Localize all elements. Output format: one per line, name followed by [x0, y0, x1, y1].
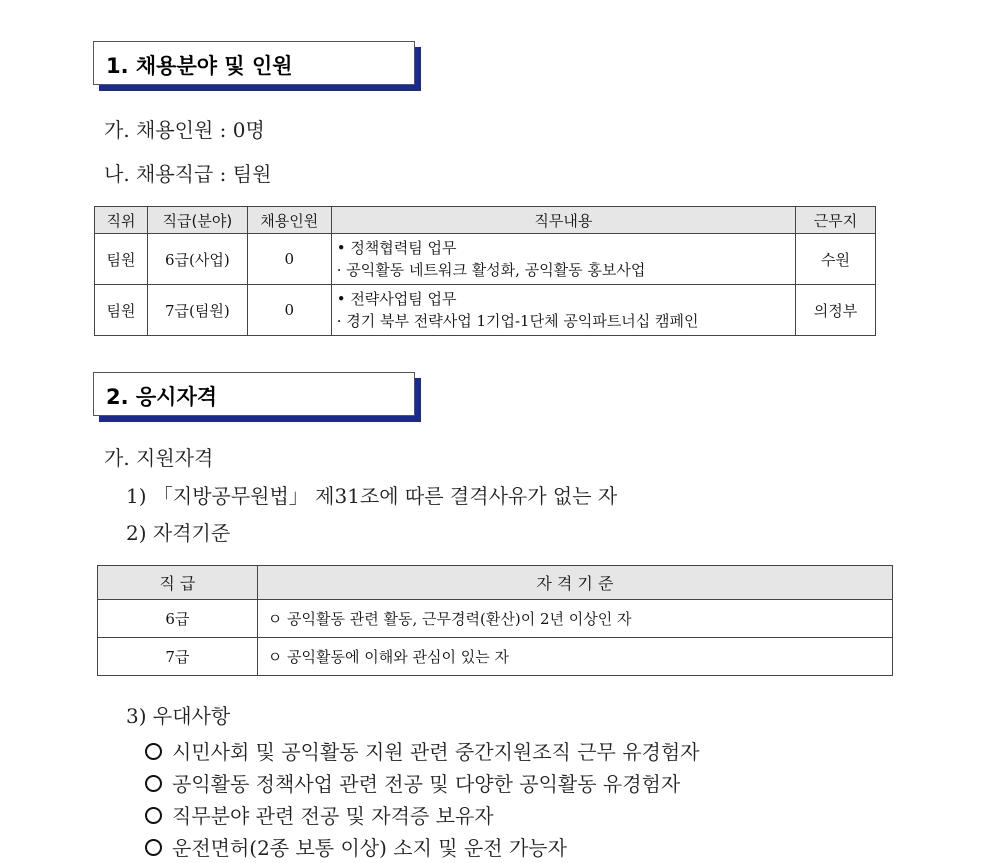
section-2-title: 2. 응시자격: [106, 385, 218, 409]
table-row: [95, 285, 876, 336]
preference-text: 시민사회 및 공익활동 지원 관련 중간지원조직 근무 유경험자: [172, 740, 700, 764]
table-row: [95, 234, 876, 285]
preference-text: 공익활동 정책사업 관련 전공 및 다양한 공익활동 유경험자: [172, 772, 681, 796]
row-count: 0: [247, 234, 331, 285]
row-count: 0: [247, 285, 331, 336]
circle-bullet-icon: [145, 839, 162, 856]
duty-detail: · 경기 북부 전략사업 1기업-1단체 공익파트너십 캠페인: [336, 312, 699, 330]
row-grade: 7급(팀원): [147, 285, 247, 336]
row-grade: 7급: [98, 638, 258, 676]
row-grade: 6급: [98, 600, 258, 638]
list-item: [145, 768, 680, 797]
list-item: [145, 832, 567, 861]
qualification-table-header: [98, 566, 893, 600]
recruit-grade-line: 나. 채용직급 : 팀원: [104, 162, 272, 186]
row-position: 팀원: [95, 234, 148, 285]
recruitment-table-header: [95, 207, 876, 234]
recruitment-table: [94, 206, 876, 336]
header-grade: 직급(분야): [147, 207, 247, 234]
row-duty: [331, 234, 795, 285]
table-row: [98, 600, 893, 638]
header-duty: 직무내용: [331, 207, 795, 234]
preference-text: 직무분야 관련 전공 및 자격증 보유자: [172, 804, 494, 828]
row-criteria: ㅇ 공익활동 관련 활동, 근무경력(환산)이 2년 이상인 자: [257, 600, 892, 638]
eligibility-item-1: 1) 「지방공무원법」 제31조에 따른 결격사유가 없는 자: [126, 484, 618, 508]
header-grade: 직 급: [98, 566, 258, 600]
circle-bullet-icon: [145, 807, 162, 824]
duty-detail: · 공익활동 네트워크 활성화, 공익활동 홍보사업: [336, 261, 646, 279]
row-criteria: ㅇ 공익활동에 이해와 관심이 있는 자: [257, 638, 892, 676]
list-item: [145, 736, 700, 765]
header-count: 채용인원: [247, 207, 331, 234]
row-location: 의정부: [796, 285, 876, 336]
header-criteria: 자 격 기 준: [257, 566, 892, 600]
qualification-table: [97, 565, 893, 676]
header-location: 근무지: [796, 207, 876, 234]
preference-text: 운전면허(2종 보통 이상) 소지 및 운전 가능자: [172, 836, 567, 860]
table-row: [98, 638, 893, 676]
row-position: 팀원: [95, 285, 148, 336]
row-grade: 6급(사업): [147, 234, 247, 285]
section-1-title: 1. 채용분야 및 인원: [106, 54, 293, 78]
duty-title: • 전략사업팀 업무: [336, 290, 457, 308]
preferences-heading: 3) 우대사항: [126, 704, 231, 728]
list-item: [145, 800, 494, 829]
duty-title: • 정책협력팀 업무: [336, 239, 457, 257]
circle-bullet-icon: [145, 743, 162, 760]
section-1-heading-box: [93, 41, 415, 85]
eligibility-item-2: 2) 자격기준: [126, 521, 231, 545]
recruit-count-line: 가. 채용인원 : 0명: [104, 118, 265, 142]
circle-bullet-icon: [145, 775, 162, 792]
row-location: 수원: [796, 234, 876, 285]
section-2-heading-box: [93, 372, 415, 416]
header-position: 직위: [95, 207, 148, 234]
row-duty: [331, 285, 795, 336]
eligibility-line: 가. 지원자격: [104, 446, 214, 470]
